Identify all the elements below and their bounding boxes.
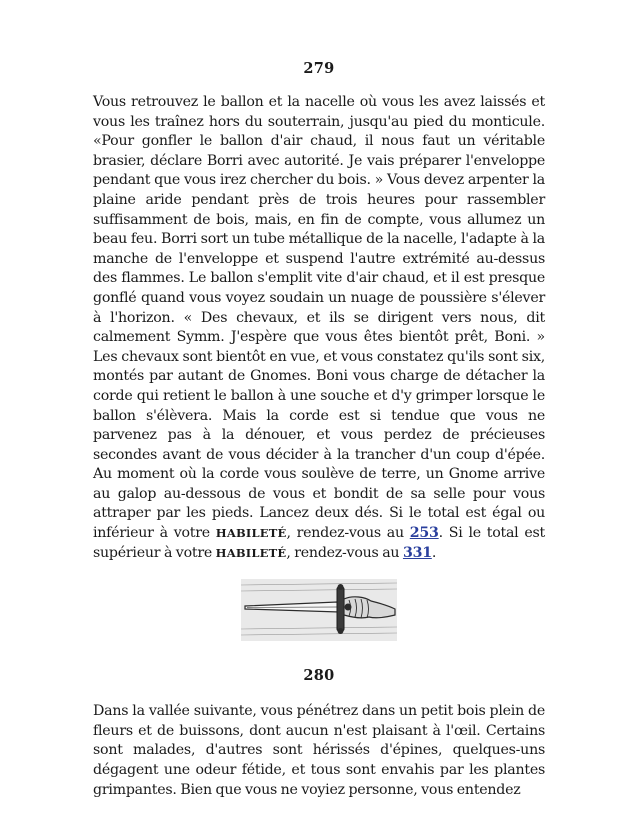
section-text-part: . Si le total est supérieur à votre bbox=[93, 525, 545, 561]
sword-fuller bbox=[247, 607, 337, 608]
section-number: 279 bbox=[303, 60, 335, 77]
stat-name: HABILETÉ bbox=[215, 545, 287, 560]
section-text: Dans la vallée suivante, vous pénétrez dans un petit bois plein de fleurs et de buissons, dont aucun n'est plaisant à l'œil. Certains sont malades, d'autres sont hérissés d'épines, quelques-uns dégagent une odeur fétide, et tous sont envahis par les plantes grimpantes. Bien que vous ne voyiez personne, vous entendez bbox=[93, 703, 545, 798]
section-link-253[interactable]: 253 bbox=[409, 525, 439, 542]
sword-crossguard bbox=[337, 587, 344, 631]
section-text-part: , rendez-vous au bbox=[286, 525, 410, 542]
section-text-part: Vous retrouvez le ballon et la nacelle où vous les avez laissés et vous les traînez hors du souterrain, jusqu'au pied du monticule. «Pour gonfler le ballon d'air chaud, il nous faut un véritable brasier, déclare Borri avec autorité. Je vais préparer l'enveloppe pendant que vous irez chercher du bois. » Vous devez arpenter la plaine aride pendant près de trois heures pour rassembler suffisamment de bois, mais, en fin de compte, vous allumez un beau feu. Borri sort un tube métallique de la nacelle, l'adapte à la manche de l'enveloppe et suspend l'autre extrémité au-dessus des flammes. Le ballon s'emplit vite d'air chaud, et il est presque gonflé quand vous voyez soudain un nuage de poussière s'élever à l'horizon. « Des chevaux, et ils se dirigent vers nous, dit calmement Symm. J'espère que vous êtes bientôt prêt, Boni. » Les chevaux sont bientôt en vue, et vous constatez qu'ils sont six, montés par autant de Gnomes. Boni vous charge de détacher la corde qui retient le ballon à une souche et d'y grimper lorsque le ballon s'élèvera. Mais la corde est si tendue que vous ne parvenez pas à la dénouer, et vous perdez de précieuses secondes avant de vous décider à la trancher d'un coup d'épée. Au moment où la corde vous soulève de terre, un Gnome arrive au galop au-dessous de vous et bondit de sa selle pour vous attraper par les pieds. Lancez deux dés. Si le total est égal ou inférieur à votre bbox=[93, 94, 545, 542]
guard-tip-bottom bbox=[338, 628, 344, 634]
guard-tip-top bbox=[338, 584, 344, 590]
section-text bbox=[93, 93, 545, 563]
section-text-part: , rendez-vous au bbox=[286, 544, 403, 561]
book-page bbox=[93, 60, 545, 800]
sword-pommel bbox=[345, 604, 352, 611]
section-number: 280 bbox=[303, 667, 335, 685]
section-link-331[interactable]: 331 bbox=[402, 544, 432, 561]
stat-name: HABILETÉ bbox=[215, 526, 287, 541]
sword-and-hand-icon bbox=[241, 579, 397, 641]
section-text-part: . bbox=[431, 544, 437, 561]
